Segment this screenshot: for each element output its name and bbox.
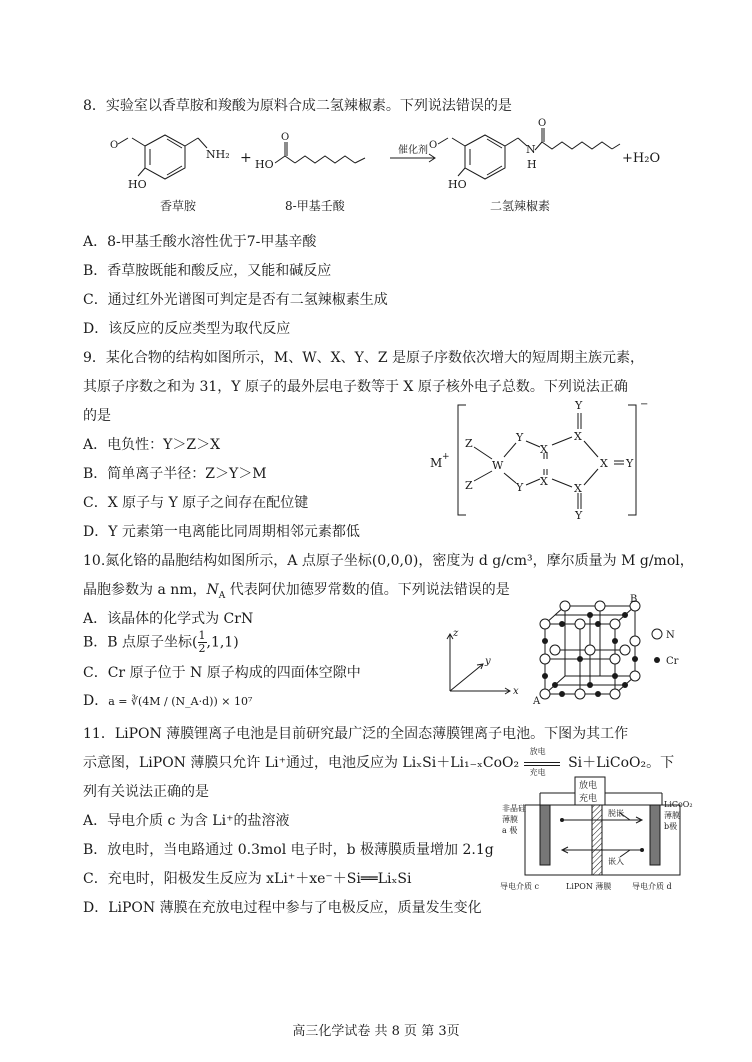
q11-option-c: C．充电时，阳极发生反应为 xLi⁺＋xe⁻＋Si══LiₓSi — [83, 871, 412, 887]
svg-text:充电: 充电 — [579, 794, 598, 804]
svg-text:X: X — [600, 457, 608, 470]
svg-text:B: B — [630, 594, 638, 605]
svg-text:O: O — [429, 140, 438, 151]
svg-text:x: x — [513, 686, 519, 697]
q10-option-c: C．Cr 原子位于 N 原子构成的四面体空隙中 — [83, 665, 361, 681]
svg-text:催化剂: 催化剂 — [398, 145, 428, 156]
vanillylamine-ring — [145, 135, 185, 179]
svg-text:b极: b极 — [664, 822, 678, 831]
svg-text:LiCoO₂: LiCoO₂ — [664, 800, 693, 809]
svg-text:Y: Y — [575, 399, 583, 412]
q9-option-d: D．Y 元素第一电离能比同周期相邻元素都低 — [83, 524, 360, 540]
reversible-arrow: 放电 充电 — [524, 756, 564, 770]
svg-text:Y: Y — [575, 509, 583, 522]
svg-text:二氢辣椒素: 二氢辣椒素 — [490, 199, 551, 213]
svg-text:嵌入: 嵌入 — [608, 857, 624, 866]
product-ring — [465, 135, 505, 179]
q11-battery-figure — [500, 775, 700, 905]
q8-option-c: C．通过红外光谱图可判定是否有二氢辣椒素生成 — [83, 292, 388, 308]
q11-option-b: B．放电时，当电路通过 0.3mol 电子时，b 极薄膜质量增加 2.1g — [83, 842, 494, 858]
svg-text:放电: 放电 — [579, 781, 598, 791]
anode-film — [540, 805, 550, 865]
q9-structure-figure — [428, 395, 658, 525]
svg-text:O: O — [110, 140, 119, 151]
svg-text:Y: Y — [516, 481, 524, 494]
lipon-film — [592, 805, 602, 875]
q11-stem-line3: 列有关说法正确的是 — [83, 784, 209, 800]
svg-text:N: N — [666, 630, 675, 641]
q10-stem-line1: 10.氮化铬的晶胞结构如图所示，A 点原子坐标(0,0,0)，密度为 d g/cm³，摩尔质量为 M g/mol， — [83, 553, 694, 569]
svg-text:X: X — [540, 475, 548, 488]
q8-reaction-scheme — [90, 118, 750, 218]
q11-stem-line2: 示意图，LiPON 薄膜只允许 Li⁺通过，电池反应为 LiₓSi＋Li₁₋ₓCoO₂ 放电 充电 Si＋LiCoO₂。下 — [83, 747, 675, 777]
q8-option-b: B．香草胺既能和酸反应，又能和碱反应 — [83, 263, 332, 279]
svg-text:+: + — [240, 150, 252, 166]
svg-text:N: N — [526, 143, 536, 156]
q11-stem-line1: 11．LiPON 薄膜锂离子电池是目前研究最广泛的全固态薄膜锂离子电池。下图为其工作 — [83, 726, 629, 742]
q11-option-a: A．导电介质 c 为含 Li⁺的盐溶液 — [83, 813, 290, 829]
q9-option-b: B．简单离子半径：Z＞Y＞M — [83, 466, 267, 482]
q8-option-d: D．该反应的反应类型为取代反应 — [83, 321, 291, 337]
svg-text:Y: Y — [626, 457, 634, 470]
svg-text:Z: Z — [465, 437, 473, 450]
page-footer: 高三化学试卷 共 8 页 第 3页 — [292, 1024, 460, 1039]
svg-text:O: O — [281, 132, 290, 143]
q8-option-a: A．8-甲基壬酸水溶性优于7-甲基辛酸 — [83, 234, 317, 250]
svg-text:O: O — [538, 118, 547, 129]
cathode-film — [650, 805, 660, 865]
q9-option-a: A．电负性：Y＞Z＞X — [83, 437, 221, 453]
q10-option-d: D．a = ∛(4M / (N_A·d)) × 10⁷ — [83, 693, 253, 709]
q10-crystal-figure — [435, 596, 695, 706]
svg-text:HO: HO — [448, 178, 467, 191]
svg-text:−: − — [640, 399, 649, 410]
svg-text:y: y — [485, 656, 491, 667]
svg-text:z: z — [453, 628, 459, 639]
svg-text:W: W — [492, 459, 504, 472]
svg-text:M: M — [430, 456, 443, 470]
svg-text:脱嵌: 脱嵌 — [608, 809, 624, 818]
q9-option-c: C．X 原子与 Y 原子之间存在配位键 — [83, 495, 309, 511]
q10-stem-line2: 晶胞参数为 a nm，$N_A$ 代表阿伏加德罗常数的值。下列说法错误的是 — [83, 582, 510, 601]
svg-text:HO: HO — [255, 158, 274, 171]
svg-text:导电介质 c: 导电介质 c — [500, 882, 540, 891]
q9-stem-line2: 其原子序数之和为 31，Y 原子的最外层电子数等于 X 原子核外电子总数。下列说法正确 — [83, 379, 628, 395]
svg-text:X: X — [574, 482, 582, 495]
svg-text:8-甲基壬酸: 8-甲基壬酸 — [285, 199, 345, 213]
svg-text:+H₂O: +H₂O — [622, 151, 661, 166]
svg-text:Y: Y — [516, 431, 524, 444]
svg-text:Cr: Cr — [666, 656, 679, 667]
svg-text:非晶硅: 非晶硅 — [502, 804, 526, 813]
svg-text:X: X — [540, 443, 548, 456]
svg-text:H: H — [527, 158, 537, 171]
svg-text:Z: Z — [465, 479, 473, 492]
q9-stem-line3: 的是 — [83, 408, 111, 424]
q9-stem-line1: 9．某化合物的结构如图所示，M、W、X、Y、Z 是原子序数依次增大的短周期主族元素， — [83, 350, 645, 366]
q10-option-b: B．B 点原子坐标( $\frac{1}{2}$ ,1,1) — [83, 629, 239, 655]
svg-text:香草胺: 香草胺 — [160, 199, 197, 213]
svg-text:LiPON 薄膜: LiPON 薄膜 — [566, 882, 612, 891]
svg-text:薄膜: 薄膜 — [502, 815, 518, 824]
svg-text:X: X — [574, 430, 582, 443]
q11-option-d: D．LiPON 薄膜在充放电过程中参与了电极反应，质量发生变化 — [83, 900, 482, 916]
svg-text:HO: HO — [128, 178, 147, 191]
q10-option-a: A．该晶体的化学式为 CrN — [83, 611, 254, 627]
svg-text:a 极: a 极 — [502, 826, 518, 835]
svg-text:薄膜: 薄膜 — [664, 811, 680, 820]
svg-text:导电介质 d: 导电介质 d — [632, 882, 672, 891]
svg-text:+: + — [442, 452, 450, 462]
q8-stem: 8．实验室以香草胺和羧酸为原料合成二氢辣椒素。下列说法错误的是 — [83, 98, 512, 114]
svg-text:A: A — [533, 696, 541, 707]
svg-text:NH₂: NH₂ — [206, 148, 230, 161]
